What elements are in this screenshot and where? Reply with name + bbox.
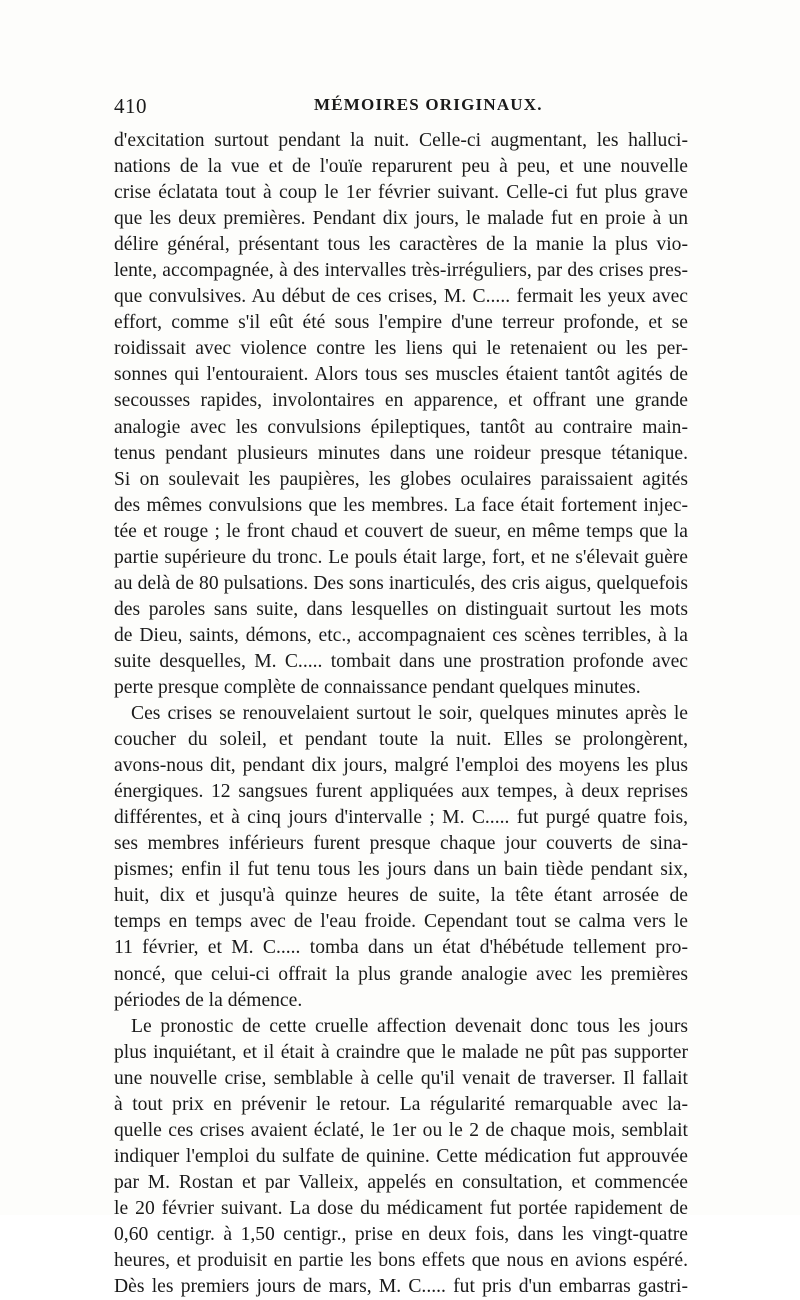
text-line: tenus pendant plusieurs minutes dans une roideur presque tétanique. [114, 442, 688, 464]
text-line: que convulsives. Au début de ces crises, M. C..... fermait les yeux avec [114, 286, 688, 308]
text-line: Ces crises se renouvelaient surtout le soir, quelques minutes après le [131, 703, 688, 725]
running-title: MÉMOIRES ORIGINAUX. [314, 95, 543, 114]
text-line: nations de la vue et de l'ouïe reparurent peu à peu, et une nouvelle [114, 156, 688, 178]
text-line: heures, et produisit en partie les bons effets que nous en avions espéré. [114, 1250, 688, 1272]
text-line: quelle ces crises avaient éclaté, le 1er ou le 2 de chaque mois, semblait [114, 1119, 688, 1141]
page-number: 410 [114, 94, 147, 118]
text-line: Le pronostic de cette cruelle affection devenait donc tous les jours [131, 1015, 688, 1037]
text-line: des paroles sans suite, dans lesquelles on distinguait surtout les mots [114, 598, 688, 620]
text-line: tée et rouge ; le front chaud et couvert de sueur, en même temps que la [114, 520, 688, 542]
text-line: coucher du soleil, et pendant toute la nuit. Elles se prolongèrent, [114, 729, 688, 751]
text-line: partie supérieure du tronc. Le pouls était large, fort, et ne s'élevait guère [114, 546, 688, 568]
text-line: noncé, que celui-ci offrait la plus grande analogie avec les premières [114, 963, 688, 985]
text-line: périodes de la démence. [114, 989, 303, 1011]
text-line: une nouvelle crise, semblable à celle qu'il venait de traverser. Il fallait [114, 1067, 688, 1089]
paragraph [114, 701, 688, 1014]
paragraph [114, 128, 688, 701]
text-line: 11 février, et M. C..... tomba dans un état d'hébétude tellement pro- [114, 937, 688, 959]
page-header [114, 94, 688, 124]
text-line: temps en temps avec de l'eau froide. Cependant tout se calma vers le [114, 911, 688, 933]
text-line: au delà de 80 pulsations. Des sons inarticulés, des cris aigus, quelquefois [114, 572, 688, 594]
paragraph [114, 1014, 688, 1300]
text-line: pismes; enfin il fut tenu tous les jours dans un bain tiède pendant six, [114, 859, 688, 881]
text-line: effort, comme s'il eût été sous l'empire d'une terreur profonde, et se [114, 312, 688, 334]
text-line: énergiques. 12 sangsues furent appliquées aux tempes, à deux reprises [114, 781, 688, 803]
text-line: sonnes qui l'entouraient. Alors tous ses muscles étaient tantôt agités de [114, 364, 688, 386]
text-line: Dès les premiers jours de mars, M. C..... fut pris d'un embarras gastri- [114, 1276, 688, 1298]
text-line: par M. Rostan et par Valleix, appelés en consultation, et commencée [114, 1171, 688, 1193]
text-line: analogie avec les convulsions épileptiques, tantôt au contraire main- [114, 416, 688, 438]
text-line: perte presque complète de connaissance pendant quelques minutes. [114, 676, 641, 698]
body-text [114, 128, 688, 1300]
text-line: ses membres inférieurs furent presque chaque jour couverts de sina- [114, 833, 688, 855]
text-line: des mêmes convulsions que les membres. La face était fortement injec- [114, 494, 688, 516]
text-line: à tout prix en prévenir le retour. La régularité remarquable avec la- [114, 1093, 688, 1115]
text-line: délire général, présentant tous les caractères de la manie la plus vio- [114, 234, 688, 256]
text-line: huit, dix et jusqu'à quinze heures de suite, la tête étant arrosée de [114, 885, 688, 907]
text-line: de Dieu, saints, démons, etc., accompagnaient ces scènes terribles, à la [114, 624, 688, 646]
text-line: 0,60 centigr. à 1,50 centigr., prise en deux fois, dans les vingt-quatre [114, 1223, 688, 1245]
text-line: le 20 février suivant. La dose du médicament fut portée rapidement de [114, 1197, 688, 1219]
text-line: crise éclatata tout à coup le 1er février suivant. Celle-ci fut plus grave [114, 182, 688, 204]
text-line: que les deux premières. Pendant dix jours, le malade fut en proie à un [114, 208, 688, 230]
text-line: avons-nous dit, pendant dix jours, malgré l'emploi des moyens les plus [114, 755, 688, 777]
text-line: plus inquiétant, et il était à craindre que le malade ne pût pas supporter [114, 1041, 688, 1063]
text-line: d'excitation surtout pendant la nuit. Celle-ci augmentant, les halluci- [114, 130, 688, 151]
text-line: roidissait avec violence contre les liens qui le retenaient ou les per- [114, 338, 688, 360]
text-line: suite desquelles, M. C..... tombait dans une prostration profonde avec [114, 650, 688, 672]
text-line: indiquer l'emploi du sulfate de quinine. Cette médication fut approuvée [114, 1145, 688, 1167]
text-line: secousses rapides, involontaires en apparence, et offrant une grande [114, 390, 688, 412]
text-line: lente, accompagnée, à des intervalles très-irréguliers, par des crises pres- [114, 260, 688, 282]
text-line: Si on soulevait les paupières, les globes oculaires paraissaient agités [114, 468, 688, 490]
text-line: différentes, et à cinq jours d'intervalle ; M. C..... fut purgé quatre fois, [114, 807, 688, 829]
